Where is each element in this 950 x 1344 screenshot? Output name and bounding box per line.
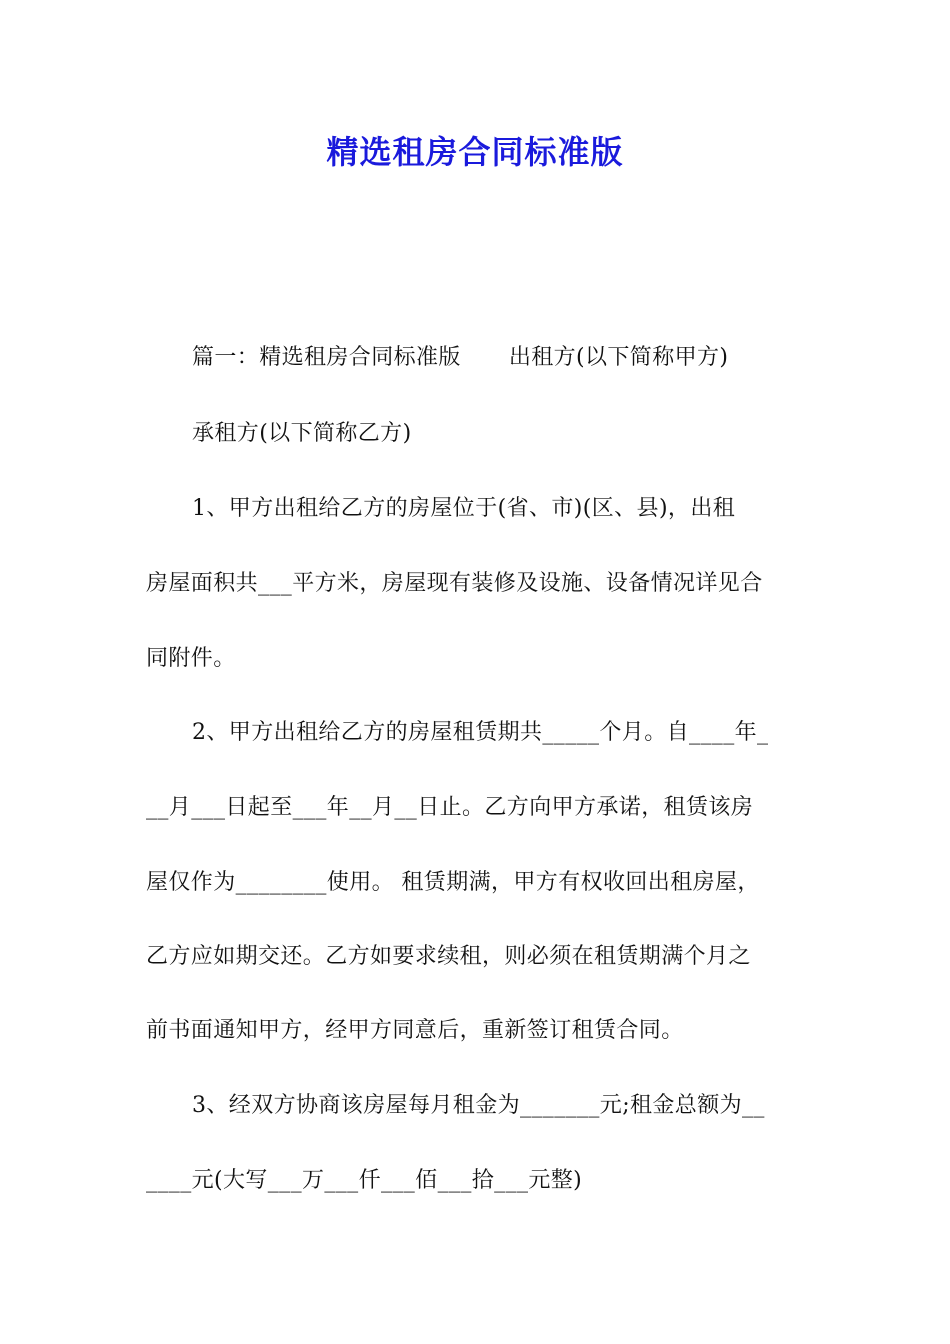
- paragraph-line: 2、甲方出租给乙方的房屋租赁期共_____个月。自____年_: [192, 720, 769, 745]
- lessee-label: 承租方(以下简称乙方): [192, 421, 412, 446]
- paragraph-line: 乙方应如期交还。乙方如要求续租，则必须在租赁期满个月之: [146, 944, 751, 969]
- paragraph-line: __月___日起至___年__月__日止。乙方向甲方承诺，租赁该房: [146, 795, 754, 820]
- paragraph-line: [192, 343, 810, 373]
- paragraph-line: 屋仅作为________使用。 租赁期满，甲方有权收回出租房屋，: [146, 870, 760, 895]
- document-title: 精选租房合同标准版: [326, 133, 624, 171]
- paragraph-line: 1、甲方出租给乙方的房屋位于(省、市)(区、县)，出租: [192, 496, 736, 521]
- section-heading: 篇一：精选租房合同标准版: [192, 345, 461, 370]
- paragraph-line: 3、经双方协商该房屋每月租金为_______元;租金总额为__: [192, 1093, 765, 1118]
- paragraph-line: 前书面通知甲方，经甲方同意后，重新签订租赁合同。: [146, 1018, 684, 1043]
- paragraph-line: 房屋面积共___平方米，房屋现有装修及设施、设备情况详见合: [146, 571, 763, 596]
- paragraph-line: 同附件。: [146, 646, 236, 671]
- paragraph-line: ____元(大写___万___仟___佰___拾___元整): [146, 1168, 583, 1193]
- lessor-label: 出租方(以下简称甲方): [508, 345, 729, 370]
